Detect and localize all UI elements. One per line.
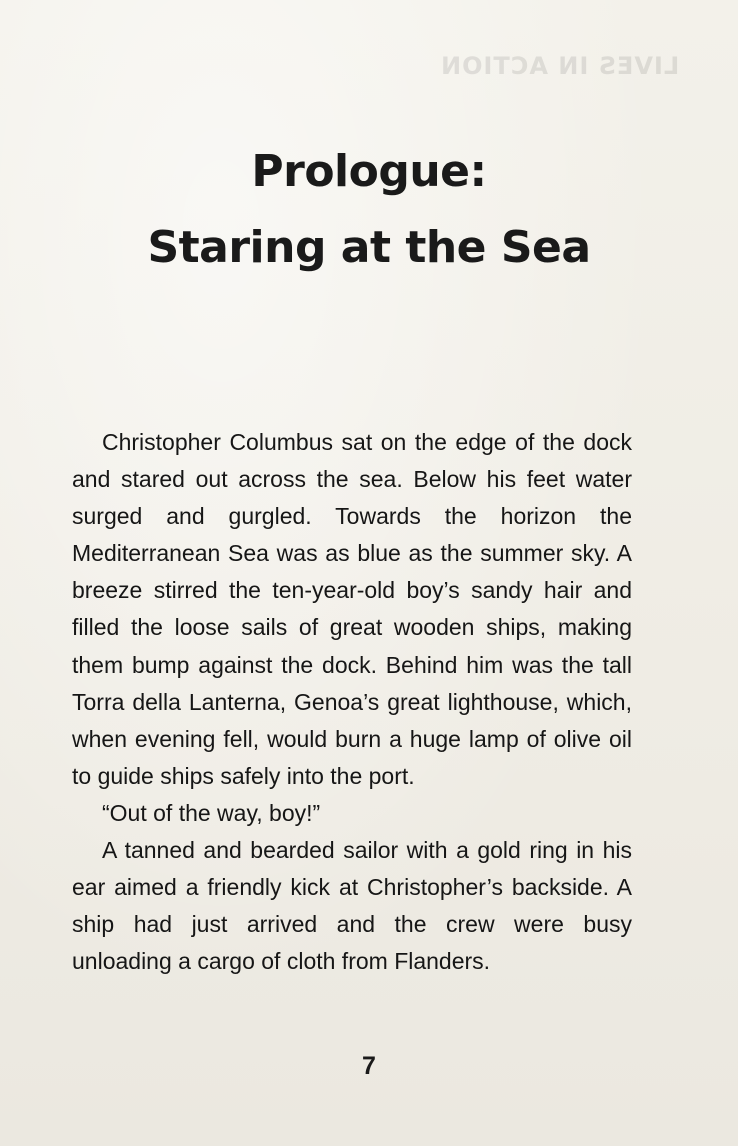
paragraph-3: A tanned and bearded sailor with a gold ring in his ear aimed a friendly kick at Christopher’s backside. A ship had just arrived and the crew were busy unloading a cargo of cloth from Flanders. xyxy=(72,837,632,975)
bleed-through-header: LIVES IN ACTION xyxy=(440,52,680,80)
chapter-title-line-2: Staring at the Sea xyxy=(147,222,591,273)
paragraph-1: Christopher Columbus sat on the edge of the dock and stared out across the sea. Below his feet water surged and gurgled. Towards the horizon the Mediterranean Sea was as blue as the summer sky. A breeze stirred the ten-year-old boy’s sandy hair and filled the loose sails of great wooden ships, making them bump against the dock. Behind him was the tall Torra della Lanterna, Genoa’s great lighthouse, which, when evening fell, would burn a huge lamp of olive oil to guide ships safely into the port. xyxy=(72,429,632,789)
page-number: 7 xyxy=(362,1052,376,1080)
paragraph-2: “Out of the way, boy!” xyxy=(102,799,321,826)
body-text xyxy=(72,424,632,980)
chapter-title-line-1: Prologue: xyxy=(251,146,487,197)
